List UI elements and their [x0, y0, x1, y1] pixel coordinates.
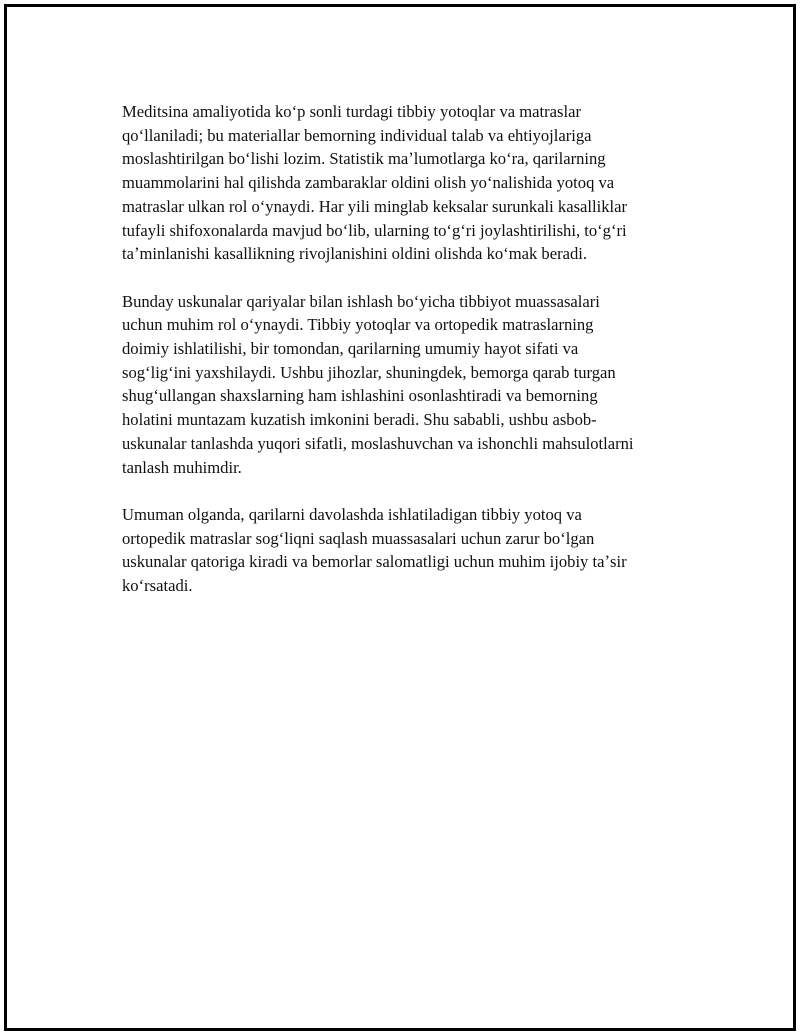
paragraph-2	[122, 290, 702, 480]
text-line: shugʻullangan shaxslarning ham ishlashini osonlashtiradi va bemorning	[122, 386, 598, 406]
document-body	[122, 100, 702, 621]
text-line: qoʻllaniladi; bu materiallar bemorning individual talab va ehtiyojlariga	[122, 125, 592, 145]
text-line: uskunalar qatoriga kiradi va bemorlar salomatligi uchun muhim ijobiy taʼsir	[122, 552, 627, 572]
page-frame	[4, 4, 796, 1031]
text-line: muammolarini hal qilishda zambaraklar oldini olish yoʻnalishida yotoq va	[122, 173, 615, 193]
text-line: ortopedik matraslar sogʻliqni saqlash muassasalari uchun zarur boʻlgan	[122, 528, 595, 548]
text-line: sogʻligʻini yaxshilaydi. Ushbu jihozlar, shuningdek, bemorga qarab turgan	[122, 362, 616, 382]
paragraph-3	[122, 503, 702, 598]
text-line: tanlash muhimdir.	[122, 457, 242, 477]
text-line: tufayli shifoxonalarda mavjud boʻlib, ularning toʻgʻri joylashtirilishi, toʻgʻri	[122, 220, 627, 240]
paragraph-1	[122, 100, 702, 266]
text-line: uchun muhim rol oʻynaydi. Tibbiy yotoqlar va ortopedik matraslarning	[122, 315, 594, 335]
text-line: Bunday uskunalar qariyalar bilan ishlash boʻyicha tibbiyot muassasalari	[122, 291, 600, 311]
text-line: koʻrsatadi.	[122, 576, 193, 596]
text-line: Meditsina amaliyotida koʻp sonli turdagi tibbiy yotoqlar va matraslar	[122, 102, 581, 121]
text-line: uskunalar tanlashda yuqori sifatli, moslashuvchan va ishonchli mahsulotlarni	[122, 433, 634, 453]
text-line: Umuman olganda, qarilarni davolashda ishlatiladigan tibbiy yotoq va	[122, 504, 582, 524]
text-line: doimiy ishlatilishi, bir tomondan, qarilarning umumiy hayot sifati va	[122, 339, 579, 359]
text-line: matraslar ulkan rol oʻynaydi. Har yili minglab keksalar surunkali kasalliklar	[122, 196, 628, 216]
text-line: holatini muntazam kuzatish imkonini beradi. Shu sababli, ushbu asbob-	[122, 410, 597, 430]
text-line: moslashtirilgan boʻlishi lozim. Statistik maʼlumotlarga koʻra, qarilarning	[122, 149, 606, 169]
text-line: taʼminlanishi kasallikning rivojlanishini oldini olishda koʻmak beradi.	[122, 244, 588, 264]
